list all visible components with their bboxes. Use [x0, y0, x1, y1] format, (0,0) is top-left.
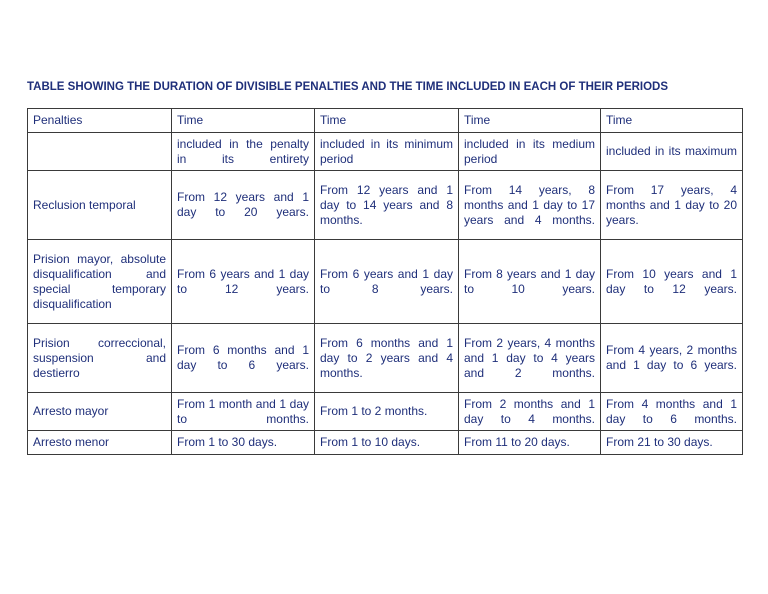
medium-cell: From 11 to 20 days. — [459, 431, 601, 455]
table-subheader-row — [28, 133, 743, 171]
entirety-cell: From 6 months and 1 day to 6 years. — [172, 324, 315, 393]
table-header-row — [28, 109, 743, 133]
entirety-cell: From 1 to 30 days. — [172, 431, 315, 455]
medium-cell: From 14 years, 8 months and 1 day to 17 years and 4 months. — [459, 171, 601, 240]
header-cell-time: Time — [601, 109, 743, 133]
entirety-cell: From 6 years and 1 day to 12 years. — [172, 240, 315, 324]
header-cell-penalties: Penalties — [28, 109, 172, 133]
maximum-cell: From 17 years, 4 months and 1 day to 20 years. — [601, 171, 743, 240]
penalties-table — [27, 108, 743, 455]
table-row — [28, 393, 743, 431]
document-title: TABLE SHOWING THE DURATION OF DIVISIBLE PENALTIES AND THE TIME INCLUDED IN EACH OF THEIR PERIODS — [27, 81, 669, 93]
maximum-cell: From 10 years and 1 day to 12 years. — [601, 240, 743, 324]
medium-cell: From 8 years and 1 day to 10 years. — [459, 240, 601, 324]
penalty-name-cell: Prision correccional, suspension and destierro — [28, 324, 172, 393]
subheader-cell-minimum: included in its minimum period — [315, 133, 459, 171]
penalty-name-cell: Reclusion temporal — [28, 171, 172, 240]
subheader-cell-empty — [28, 133, 172, 171]
subheader-cell-medium: included in its medium period — [459, 133, 601, 171]
document-page — [27, 80, 743, 455]
minimum-cell: From 1 to 10 days. — [315, 431, 459, 455]
penalty-name-cell: Arresto menor — [28, 431, 172, 455]
minimum-cell: From 1 to 2 months. — [315, 393, 459, 431]
table-row — [28, 240, 743, 324]
medium-cell: From 2 months and 1 day to 4 months. — [459, 393, 601, 431]
entirety-cell: From 12 years and 1 day to 20 years. — [172, 171, 315, 240]
header-cell-time: Time — [172, 109, 315, 133]
maximum-cell: From 4 months and 1 day to 6 months. — [601, 393, 743, 431]
maximum-cell: From 21 to 30 days. — [601, 431, 743, 455]
minimum-cell: From 6 months and 1 day to 2 years and 4 months. — [315, 324, 459, 393]
subheader-cell-maximum: included in its maximum — [601, 133, 743, 171]
penalty-name-cell: Arresto mayor — [28, 393, 172, 431]
minimum-cell: From 6 years and 1 day to 8 years. — [315, 240, 459, 324]
table-row — [28, 171, 743, 240]
minimum-cell: From 12 years and 1 day to 14 years and 8 months. — [315, 171, 459, 240]
table-row — [28, 324, 743, 393]
header-cell-time: Time — [459, 109, 601, 133]
table-row — [28, 431, 743, 455]
subheader-cell-entirety: included in the penalty in its entirety — [172, 133, 315, 171]
maximum-cell: From 4 years, 2 months and 1 day to 6 years. — [601, 324, 743, 393]
header-cell-time: Time — [315, 109, 459, 133]
penalty-name-cell: Prision mayor, absolute disqualification and special temporary disqualification — [28, 240, 172, 324]
entirety-cell: From 1 month and 1 day to months. — [172, 393, 315, 431]
medium-cell: From 2 years, 4 months and 1 day to 4 years and 2 months. — [459, 324, 601, 393]
